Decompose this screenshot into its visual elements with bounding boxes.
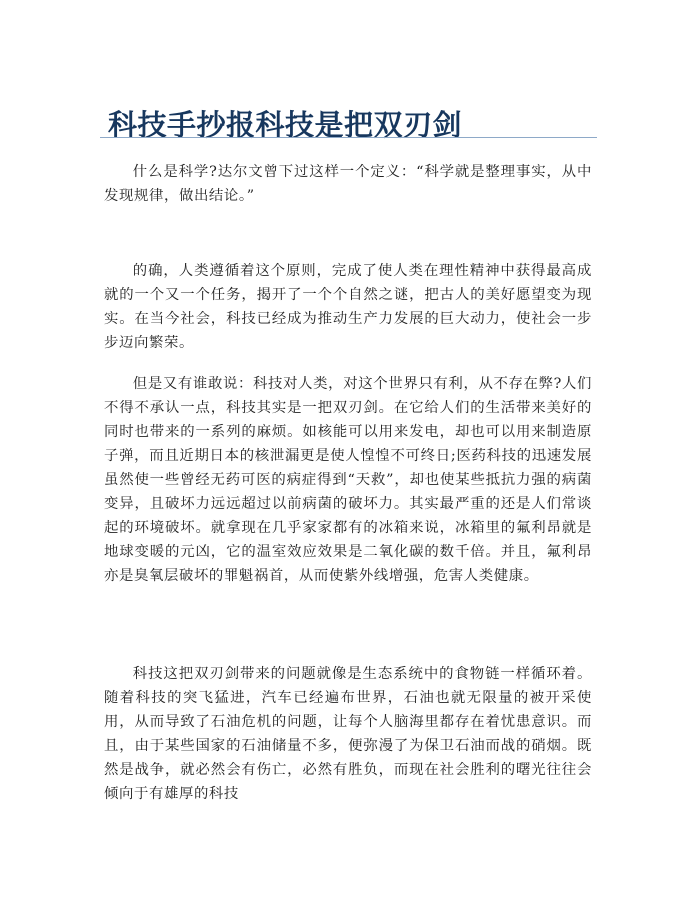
paragraph-2: 的确，人类遵循着这个原则，完成了使人类在理性精神中获得最高成就的一个又一个任务，揭开了一个个自然之谜，把古人的美好愿望变为现实。在当今社会，科技已经成为推动生产力发展的巨大动力，使社会一步步迈向繁荣。: [104, 263, 592, 351]
paragraph-4-block: [104, 662, 592, 806]
paragraph-2-block: [104, 259, 592, 355]
paragraph-4: 科技这把双刃剑带来的问题就像是生态系统中的食物链一样循环着。随着科技的突飞猛进，汽车已经遍布世界，石油也就无限量的被开采使用，从而导致了石油危机的问题，让每个人脑海里都存在着忧患意识。而且，由于某些国家的石油储量不多，便弥漫了为保卫石油而战的硝烟。既然是战争，就必然会有伤亡，必然有胜负，而现在社会胜利的曙光往往会倾向于有雄厚的科技: [104, 666, 592, 802]
paragraph-1: 什么是科学?达尔文曾下过这样一个定义：“科学就是整理事实，从中发现规律，做出结论。”: [104, 164, 592, 204]
document-title: 科技手抄报科技是把双刃剑: [108, 108, 463, 143]
paragraph-3: 但是又有谁敢说：科技对人类，对这个世界只有利，从不存在弊?人们不得不承认一点，科技其实是一把双刃剑。在它给人们的生活带来美好的同时也带来的一系列的麻烦。如核能可以用来发电，却也可以用来制造原子弹，而且近期日本的核泄漏更是使人惶惶不可终日;医药科技的迅速发展虽然使一些曾经无药可医的病症得到“天救”，却也使某些抵抗力强的病菌变异，且破坏力远远超过以前病菌的破坏力。其实最严重的还是人们常谈起的环境破坏。就拿现在几乎家家都有的冰箱来说，冰箱里的氟利昂就是地球变暖的元凶，它的温室效应效果是二氧化碳的数千倍。并且，氟利昂亦是臭氧层破坏的罪魁祸首，从而使紫外线增强，危害人类健康。: [104, 376, 592, 584]
paragraph-1-block: [104, 160, 592, 208]
paragraph-3-block: [104, 372, 592, 588]
title-divider: [100, 137, 597, 138]
